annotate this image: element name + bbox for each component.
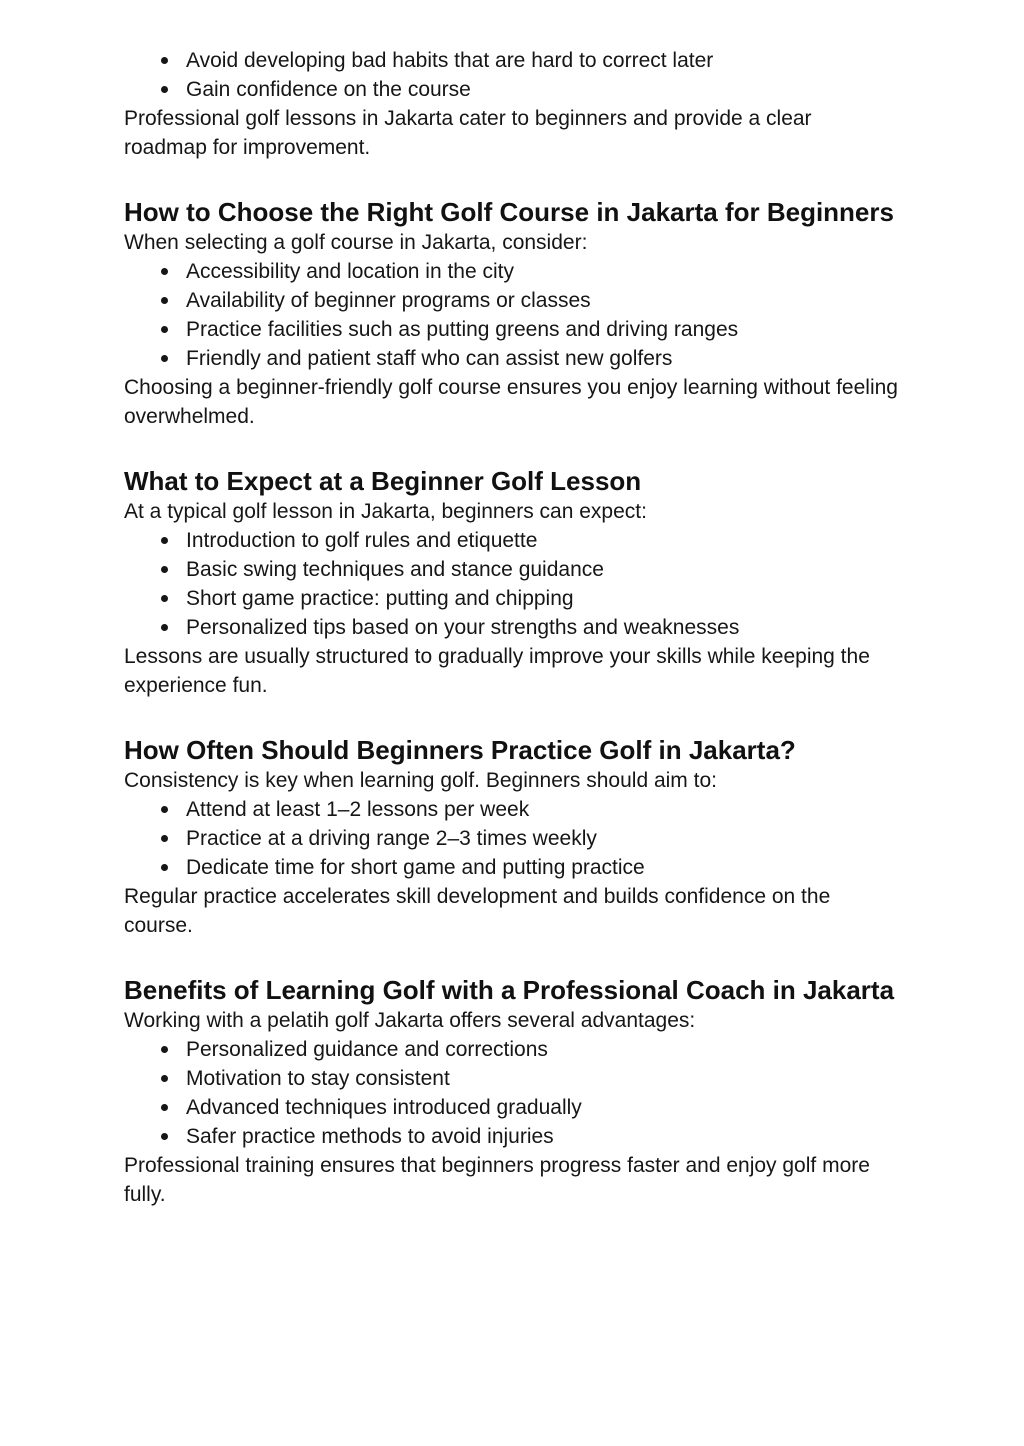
- intro-bullet-list: [124, 46, 900, 104]
- section-heading: Benefits of Learning Golf with a Professional Coach in Jakarta: [124, 975, 895, 1005]
- section-lead-paragraph: When selecting a golf course in Jakarta, consider:: [124, 231, 588, 254]
- section-bullet-list: [124, 1035, 900, 1151]
- document-section: [124, 196, 900, 431]
- bullet-item: Practice facilities such as putting greens and driving ranges: [124, 315, 900, 344]
- bullet-item: Practice at a driving range 2–3 times weekly: [124, 824, 900, 853]
- bullet-item: Availability of beginner programs or classes: [124, 286, 900, 315]
- document-section: [124, 974, 900, 1209]
- bullet-item: Avoid developing bad habits that are hard to correct later: [124, 46, 900, 75]
- bullet-item: Motivation to stay consistent: [124, 1064, 900, 1093]
- section-lead-paragraph: Consistency is key when learning golf. Beginners should aim to:: [124, 769, 717, 792]
- bullet-item: Gain confidence on the course: [124, 75, 900, 104]
- bullet-item: Basic swing techniques and stance guidance: [124, 555, 900, 584]
- section-bullet-list: [124, 795, 900, 882]
- section-heading: What to Expect at a Beginner Golf Lesson: [124, 466, 642, 496]
- section-heading: How Often Should Beginners Practice Golf in Jakarta?: [124, 735, 796, 765]
- bullet-item: Friendly and patient staff who can assist new golfers: [124, 344, 900, 373]
- bullet-item: Dedicate time for short game and putting practice: [124, 853, 900, 882]
- bullet-item: Attend at least 1–2 lessons per week: [124, 795, 900, 824]
- section-lead-paragraph: At a typical golf lesson in Jakarta, beginners can expect:: [124, 500, 647, 523]
- section-outro-paragraph: Regular practice accelerates skill development and builds confidence on the course.: [124, 885, 831, 937]
- bullet-item: Advanced techniques introduced gradually: [124, 1093, 900, 1122]
- sections-container: [124, 196, 900, 1209]
- section-outro-paragraph: Choosing a beginner-friendly golf course ensures you enjoy learning without feeling overwhelmed.: [124, 376, 898, 428]
- document-section: [124, 734, 900, 940]
- section-bullet-list: [124, 257, 900, 373]
- bullet-item: Accessibility and location in the city: [124, 257, 900, 286]
- document-section: [124, 465, 900, 700]
- intro-paragraph: Professional golf lessons in Jakarta cater to beginners and provide a clear roadmap for improvement.: [124, 107, 812, 159]
- bullet-item: Short game practice: putting and chipping: [124, 584, 900, 613]
- bullet-item: Personalized tips based on your strengths and weaknesses: [124, 613, 900, 642]
- bullet-item: Personalized guidance and corrections: [124, 1035, 900, 1064]
- bullet-item: Safer practice methods to avoid injuries: [124, 1122, 900, 1151]
- section-heading: How to Choose the Right Golf Course in Jakarta for Beginners: [124, 197, 894, 227]
- section-outro-paragraph: Lessons are usually structured to gradually improve your skills while keeping the experience fun.: [124, 645, 870, 697]
- section-bullet-list: [124, 526, 900, 642]
- section-lead-paragraph: Working with a pelatih golf Jakarta offers several advantages:: [124, 1009, 696, 1032]
- section-outro-paragraph: Professional training ensures that beginners progress faster and enjoy golf more fully.: [124, 1154, 870, 1206]
- bullet-item: Introduction to golf rules and etiquette: [124, 526, 900, 555]
